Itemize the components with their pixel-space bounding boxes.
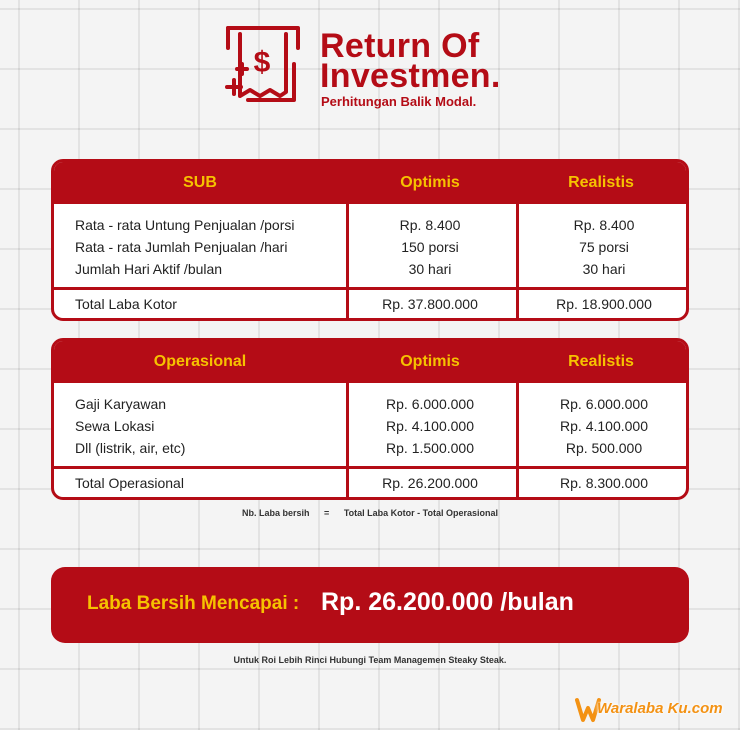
realistis-value: Rp. 500.000 <box>565 440 643 456</box>
total-realistis: Rp. 18.900.000 <box>556 296 652 312</box>
table-row <box>54 415 686 437</box>
optimis-value: 150 porsi <box>401 239 459 255</box>
watermark-logo <box>575 690 737 728</box>
sub-table <box>51 159 689 321</box>
table-row <box>54 214 686 236</box>
table-row <box>54 393 686 415</box>
operasional-table <box>51 338 689 500</box>
formula-note <box>0 508 740 518</box>
column-header-realistis: Realistis <box>568 353 634 370</box>
net-profit-value: Rp. 26.200.000 /bulan <box>321 588 574 616</box>
note-left: Nb. Laba bersih <box>242 508 310 518</box>
table-header <box>54 162 686 204</box>
realistis-value: 30 hari <box>582 261 626 277</box>
total-realistis: Rp. 8.300.000 <box>560 475 648 491</box>
column-header-optimis: Optimis <box>400 353 460 370</box>
net-profit-banner <box>51 567 689 643</box>
row-label: Dll (listrik, air, etc) <box>75 440 186 456</box>
brand-title-line1: Return Of <box>320 27 480 65</box>
column-header-operasional: Operasional <box>153 353 247 370</box>
row-label: Rata - rata Untung Penjualan /porsi <box>75 217 295 233</box>
column-header-realistis: Realistis <box>568 174 634 191</box>
realistis-value: Rp. 6.000.000 <box>560 396 648 412</box>
footer-note: Untuk Roi Lebih Rinci Hubungi Team Managemen Steaky Steak. <box>233 655 507 665</box>
optimis-value: Rp. 1.500.000 <box>386 440 474 456</box>
row-label: Jumlah Hari Aktif /bulan <box>75 261 223 277</box>
net-profit-label: Laba Bersih Mencapai : <box>87 593 300 614</box>
row-label: Sewa Lokasi <box>75 418 155 434</box>
brand-tagline: Perhitungan Balik Modal. <box>321 94 477 109</box>
roi-money-receipt-icon <box>224 24 304 110</box>
optimis-value: Rp. 8.400 <box>399 217 461 233</box>
realistis-value: Rp. 8.400 <box>573 217 635 233</box>
total-row <box>54 290 686 318</box>
optimis-value: 30 hari <box>408 261 452 277</box>
total-row <box>54 469 686 497</box>
column-header-optimis: Optimis <box>400 174 460 191</box>
realistis-value: Rp. 4.100.000 <box>560 418 648 434</box>
brand-title-line2: Investmen. <box>320 57 501 95</box>
total-optimis: Rp. 37.800.000 <box>382 296 478 312</box>
table-row <box>54 437 686 459</box>
optimis-value: Rp. 4.100.000 <box>386 418 474 434</box>
table-header <box>54 341 686 383</box>
note-right: Total Laba Kotor - Total Operasional <box>343 508 498 518</box>
column-header-sub: SUB <box>183 174 217 191</box>
total-label: Total Laba Kotor <box>75 296 177 312</box>
row-label: Rata - rata Jumlah Penjualan /hari <box>75 239 288 255</box>
total-label: Total Operasional <box>75 475 184 491</box>
row-label: Gaji Karyawan <box>75 396 167 412</box>
realistis-value: 75 porsi <box>579 239 629 255</box>
table-row <box>54 236 686 258</box>
watermark-text: Waralaba Ku.com <box>597 700 723 717</box>
table-row <box>54 258 686 280</box>
optimis-value: Rp. 6.000.000 <box>386 396 474 412</box>
total-optimis: Rp. 26.200.000 <box>382 475 478 491</box>
note-equals: = <box>324 508 330 518</box>
svg-text:$: $ <box>253 46 271 79</box>
